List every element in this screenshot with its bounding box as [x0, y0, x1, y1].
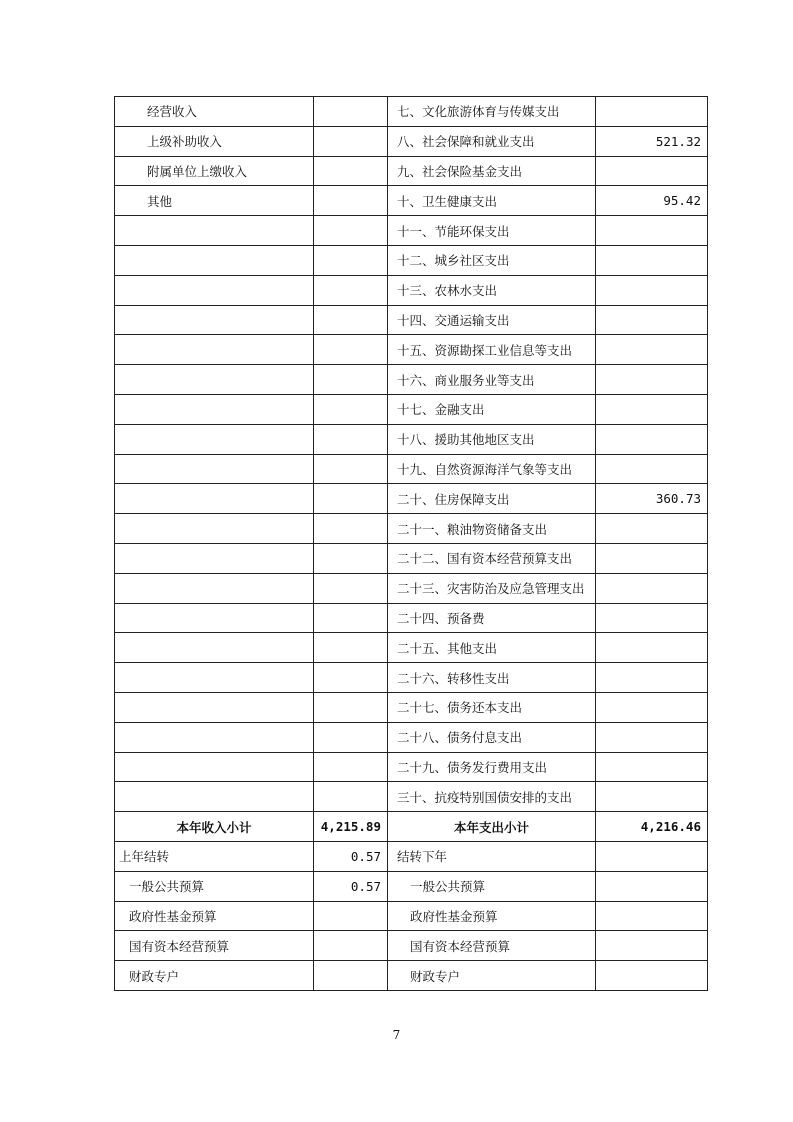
expense-item-label: 十六、商业服务业等支出: [388, 365, 596, 395]
table-row: [115, 365, 708, 395]
income-item-label: [115, 692, 314, 722]
table-row: [115, 275, 708, 305]
expense-item-label: 二十六、转移性支出: [388, 663, 596, 693]
expense-item-label: 十、卫生健康支出: [388, 186, 596, 216]
income-item-amount: [314, 335, 388, 365]
table-row: [115, 573, 708, 603]
table-row: [115, 245, 708, 275]
income-item-amount: [314, 186, 388, 216]
carryover-row: [115, 841, 708, 871]
expense-item-label: 十九、自然资源海洋气象等支出: [388, 454, 596, 484]
table-row: [115, 782, 708, 812]
income-item-amount: [314, 156, 388, 186]
expense-item-amount: [596, 573, 708, 603]
income-item-amount: [314, 514, 388, 544]
expense-item-amount: [596, 216, 708, 246]
carryover-expense-label: 国有资本经营预算: [388, 931, 596, 961]
income-item-label: [115, 454, 314, 484]
income-item-amount: [314, 543, 388, 573]
income-item-label: [115, 633, 314, 663]
expense-item-label: 十八、援助其他地区支出: [388, 424, 596, 454]
expense-item-amount: [596, 394, 708, 424]
carryover-row: [115, 931, 708, 961]
expense-item-amount: 360.73: [596, 484, 708, 514]
income-item-amount: [314, 484, 388, 514]
table-row: [115, 126, 708, 156]
income-item-label: 经营收入: [115, 97, 314, 127]
table-row: [115, 335, 708, 365]
expense-item-label: 九、社会保险基金支出: [388, 156, 596, 186]
income-item-amount: [314, 245, 388, 275]
income-item-label: [115, 365, 314, 395]
expense-item-label: 十七、金融支出: [388, 394, 596, 424]
income-item-amount: [314, 663, 388, 693]
table-row: [115, 454, 708, 484]
income-item-label: [115, 782, 314, 812]
income-item-amount: [314, 394, 388, 424]
expense-item-amount: [596, 305, 708, 335]
carryover-expense-label: 财政专户: [388, 961, 596, 991]
carryover-row: [115, 961, 708, 991]
expense-item-label: 十五、资源勘探工业信息等支出: [388, 335, 596, 365]
subtotal-row: [115, 812, 708, 842]
income-item-label: [115, 603, 314, 633]
carryover-expense-label: 结转下年: [388, 841, 596, 871]
expense-item-amount: [596, 603, 708, 633]
income-item-amount: [314, 782, 388, 812]
expense-item-amount: [596, 424, 708, 454]
income-item-amount: [314, 216, 388, 246]
income-item-label: [115, 514, 314, 544]
expense-item-amount: [596, 245, 708, 275]
income-item-amount: [314, 722, 388, 752]
expense-item-amount: [596, 514, 708, 544]
table-row: [115, 424, 708, 454]
income-item-amount: [314, 305, 388, 335]
expense-item-label: 二十三、灾害防治及应急管理支出: [388, 573, 596, 603]
income-item-amount: [314, 275, 388, 305]
carryover-income-label: 一般公共预算: [115, 871, 314, 901]
carryover-expense-label: 一般公共预算: [388, 871, 596, 901]
income-item-amount: [314, 603, 388, 633]
carryover-income-amount: 0.57: [314, 871, 388, 901]
carryover-income-label: 财政专户: [115, 961, 314, 991]
income-item-amount: [314, 97, 388, 127]
income-item-label: 上级补助收入: [115, 126, 314, 156]
income-item-amount: [314, 633, 388, 663]
carryover-income-label: 上年结转: [115, 841, 314, 871]
carryover-income-label: 政府性基金预算: [115, 901, 314, 931]
income-item-label: 其他: [115, 186, 314, 216]
expense-item-label: 二十五、其他支出: [388, 633, 596, 663]
page-number: 7: [392, 1028, 401, 1042]
expense-item-label: 二十九、债务发行费用支出: [388, 752, 596, 782]
expense-item-label: 八、社会保障和就业支出: [388, 126, 596, 156]
carryover-income-amount: [314, 901, 388, 931]
income-item-label: [115, 573, 314, 603]
expense-item-amount: [596, 692, 708, 722]
income-item-label: [115, 424, 314, 454]
expense-item-amount: [596, 275, 708, 305]
expense-item-amount: [596, 335, 708, 365]
income-item-amount: [314, 424, 388, 454]
table-row: [115, 186, 708, 216]
income-item-label: [115, 752, 314, 782]
expense-item-label: 十二、城乡社区支出: [388, 245, 596, 275]
expense-item-label: 十四、交通运输支出: [388, 305, 596, 335]
income-item-amount: [314, 454, 388, 484]
table-row: [115, 603, 708, 633]
expense-item-label: 二十四、预备费: [388, 603, 596, 633]
expense-item-amount: [596, 97, 708, 127]
carryover-expense-amount: [596, 871, 708, 901]
carryover-income-amount: [314, 961, 388, 991]
table-row: [115, 543, 708, 573]
income-subtotal-label: 本年收入小计: [115, 812, 314, 842]
income-item-label: 附属单位上缴收入: [115, 156, 314, 186]
carryover-expense-label: 政府性基金预算: [388, 901, 596, 931]
income-subtotal-amount: 4,215.89: [314, 812, 388, 842]
expense-subtotal-label: 本年支出小计: [388, 812, 596, 842]
table-row: [115, 514, 708, 544]
expense-item-label: 二十二、国有资本经营预算支出: [388, 543, 596, 573]
expense-item-amount: [596, 752, 708, 782]
carryover-expense-amount: [596, 901, 708, 931]
table-row: [115, 663, 708, 693]
income-item-label: [115, 335, 314, 365]
table-row: [115, 216, 708, 246]
income-item-label: [115, 216, 314, 246]
expense-item-amount: 521.32: [596, 126, 708, 156]
expense-item-label: 十三、农林水支出: [388, 275, 596, 305]
income-item-amount: [314, 692, 388, 722]
expense-item-amount: [596, 543, 708, 573]
expense-item-amount: [596, 633, 708, 663]
income-item-label: [115, 275, 314, 305]
table-row: [115, 156, 708, 186]
expense-item-amount: [596, 365, 708, 395]
table-row: [115, 722, 708, 752]
income-item-label: [115, 543, 314, 573]
expense-item-label: 二十一、粮油物资储备支出: [388, 514, 596, 544]
income-item-label: [115, 394, 314, 424]
carryover-row: [115, 901, 708, 931]
expense-item-amount: 95.42: [596, 186, 708, 216]
expense-item-label: 二十、住房保障支出: [388, 484, 596, 514]
income-item-label: [115, 484, 314, 514]
carryover-row: [115, 871, 708, 901]
income-item-label: [115, 245, 314, 275]
table-row: [115, 394, 708, 424]
table-row: [115, 692, 708, 722]
income-item-amount: [314, 365, 388, 395]
income-item-label: [115, 663, 314, 693]
table-row: [115, 752, 708, 782]
expense-item-label: 十一、节能环保支出: [388, 216, 596, 246]
table-row: [115, 484, 708, 514]
expense-subtotal-amount: 4,216.46: [596, 812, 708, 842]
carryover-income-amount: 0.57: [314, 841, 388, 871]
income-item-amount: [314, 573, 388, 603]
budget-table-body: [115, 97, 708, 991]
budget-table: [114, 96, 708, 991]
carryover-expense-amount: [596, 841, 708, 871]
expense-item-label: 七、文化旅游体育与传媒支出: [388, 97, 596, 127]
expense-item-label: 二十七、债务还本支出: [388, 692, 596, 722]
expense-item-amount: [596, 663, 708, 693]
carryover-income-amount: [314, 931, 388, 961]
expense-item-label: 二十八、债务付息支出: [388, 722, 596, 752]
carryover-expense-amount: [596, 931, 708, 961]
carryover-expense-amount: [596, 961, 708, 991]
table-row: [115, 97, 708, 127]
carryover-income-label: 国有资本经营预算: [115, 931, 314, 961]
expense-item-amount: [596, 782, 708, 812]
income-item-amount: [314, 752, 388, 782]
expense-item-amount: [596, 156, 708, 186]
income-item-label: [115, 305, 314, 335]
expense-item-label: 三十、抗疫特别国债安排的支出: [388, 782, 596, 812]
table-row: [115, 633, 708, 663]
expense-item-amount: [596, 454, 708, 484]
income-item-amount: [314, 126, 388, 156]
table-row: [115, 305, 708, 335]
income-item-label: [115, 722, 314, 752]
expense-item-amount: [596, 722, 708, 752]
